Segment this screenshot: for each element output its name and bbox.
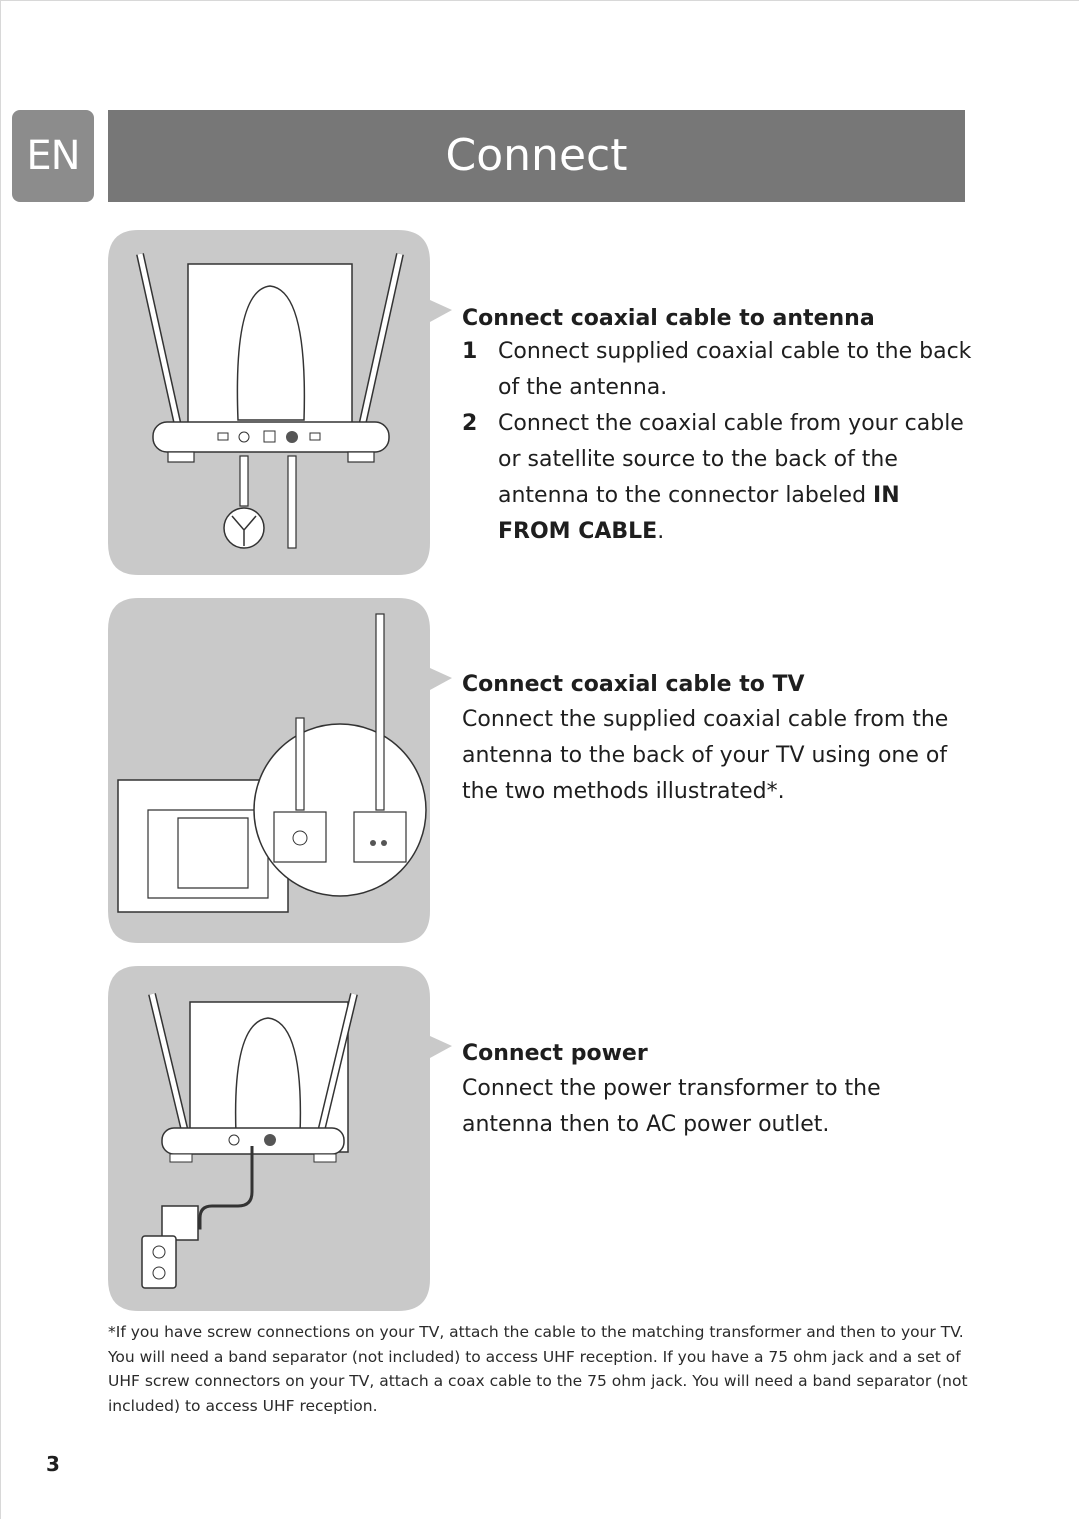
section-heading: Connect coaxial cable to TV (462, 672, 805, 697)
antenna-cable-illustration (108, 230, 458, 575)
section-antenna-cable (462, 304, 972, 550)
page-number: 3 (46, 1452, 60, 1476)
power-connection-illustration (108, 966, 458, 1311)
tv-connection-illustration (108, 598, 458, 943)
section-tv-cable (462, 670, 972, 810)
language-badge: EN (12, 110, 94, 202)
page-title: Connect (108, 110, 965, 202)
section-body: Connect the supplied coaxial cable from the antenna to the back of your TV using one of the two methods illustrated*. (462, 707, 949, 804)
section-heading: Connect coaxial cable to antenna (462, 306, 875, 331)
step-number: 1 (462, 339, 478, 364)
step-text-end: . (657, 519, 665, 544)
footnote: *If you have screw connections on your TV, attach the cable to the matching transformer and then to your TV. You will need a band separator (not included) to access UHF reception. If you have a 75 ohm jack and a set of UHF screw connectors on your TV, attach a coax cable to the 75 ohm jack. You will need a band separator (not included) to access UHF reception. (108, 1323, 968, 1415)
step-1 (462, 334, 972, 406)
connector-label: IN FROM CABLE (498, 483, 900, 544)
section-body: Connect the power transformer to the antenna then to AC power outlet. (462, 1076, 881, 1137)
section-heading: Connect power (462, 1041, 648, 1066)
section-power (462, 1039, 972, 1143)
step-text: Connect supplied coaxial cable to the back of the antenna. (498, 339, 972, 400)
step-text (498, 406, 972, 550)
step-number: 2 (462, 411, 478, 436)
step-text-main: Connect the coaxial cable from your cable or satellite source to the back of the antenna to the connector labeled (498, 411, 964, 508)
step-2 (462, 406, 972, 550)
